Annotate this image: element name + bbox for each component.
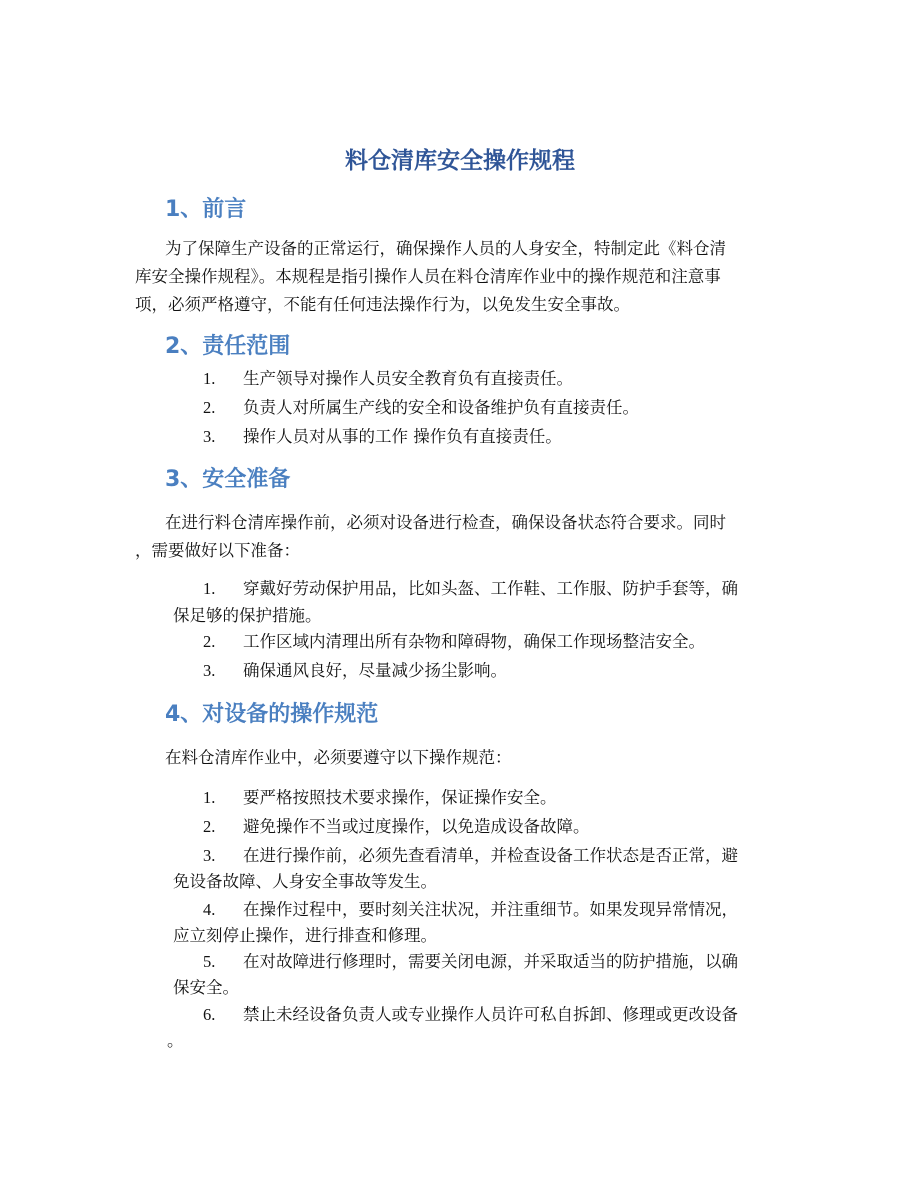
list-item-text: 操作人员对从事的工作 操作负有直接责任。 (243, 427, 562, 446)
list-item-text: 工作区域内清理出所有杂物和障碍物，确保工作现场整洁安全。 (243, 632, 705, 651)
section-2-heading: 2、责任范围 (165, 334, 291, 359)
section-4-heading: 4、对设备的操作规范 (165, 702, 379, 727)
section-4-intro-line: 在料仓清库作业中，必须要遵守以下操作规范： (165, 748, 512, 767)
list-item-number: 1. (203, 369, 216, 388)
list-item-number: 6. (203, 1005, 216, 1024)
list-item-text: 要严格按照技术要求操作，保证操作安全。 (243, 788, 557, 807)
list-item-text: 在操作过程中，要时刻关注状况，并注重细节。如果发现异常情况， (243, 900, 738, 919)
section-3-heading: 3、安全准备 (165, 467, 291, 492)
section-1-heading: 1、前言 (165, 197, 247, 222)
list-item-number: 2. (203, 632, 216, 651)
list-item-number: 4. (203, 900, 216, 919)
list-item-text: 生产领导对操作人员安全教育负有直接责任。 (243, 369, 573, 388)
list-item-text: 避免操作不当或过度操作，以免造成设备故障。 (243, 817, 590, 836)
list-item-text: 负责人对所属生产线的安全和设备维护负有直接责任。 (243, 398, 639, 417)
list-item-text: 禁止未经设备负责人或专业操作人员许可私自拆卸、修理或更改设备 (243, 1005, 738, 1024)
list-item-text: 确保通风良好，尽量减少扬尘影响。 (243, 661, 507, 680)
list-item-text: 穿戴好劳动保护用品，比如头盔、工作鞋、工作服、防护手套等，确 (243, 579, 738, 598)
list-item-number: 3. (203, 846, 216, 865)
list-item-text: 。 (167, 1031, 184, 1050)
section-3-intro-line: ，需要做好以下准备： (135, 541, 300, 560)
document-title: 料仓清库安全操作规程 (345, 148, 575, 174)
list-item-number: 1. (203, 579, 216, 598)
list-item-text: 保安全。 (173, 978, 239, 997)
list-item-number: 2. (203, 817, 216, 836)
list-item-number: 3. (203, 661, 216, 680)
section-1-paragraph-line: 为了保障生产设备的正常运行，确保操作人员的人身安全，特制定此《料仓清 (165, 239, 726, 258)
list-item-number: 2. (203, 398, 216, 417)
section-3-intro-line: 在进行料仓清库操作前，必须对设备进行检查，确保设备状态符合要求。同时 (165, 513, 726, 532)
section-1-paragraph-line: 项，必须严格遵守，不能有任何违法操作行为，以免发生安全事故。 (135, 295, 630, 314)
list-item-text: 免设备故障、人身安全事故等发生。 (173, 872, 437, 891)
list-item-text: 在对故障进行修理时，需要关闭电源，并采取适当的防护措施，以确 (243, 952, 738, 971)
list-item-text: 保足够的保护措施。 (173, 606, 322, 625)
list-item-number: 1. (203, 788, 216, 807)
list-item-number: 5. (203, 952, 216, 971)
list-item-text: 应立刻停止操作，进行排查和修理。 (173, 926, 437, 945)
list-item-text: 在进行操作前，必须先查看清单，并检查设备工作状态是否正常，避 (243, 846, 738, 865)
list-item-number: 3. (203, 427, 216, 446)
section-1-paragraph-line: 库安全操作规程》。本规程是指引操作人员在料仓清库作业中的操作规范和注意事 (135, 267, 721, 286)
